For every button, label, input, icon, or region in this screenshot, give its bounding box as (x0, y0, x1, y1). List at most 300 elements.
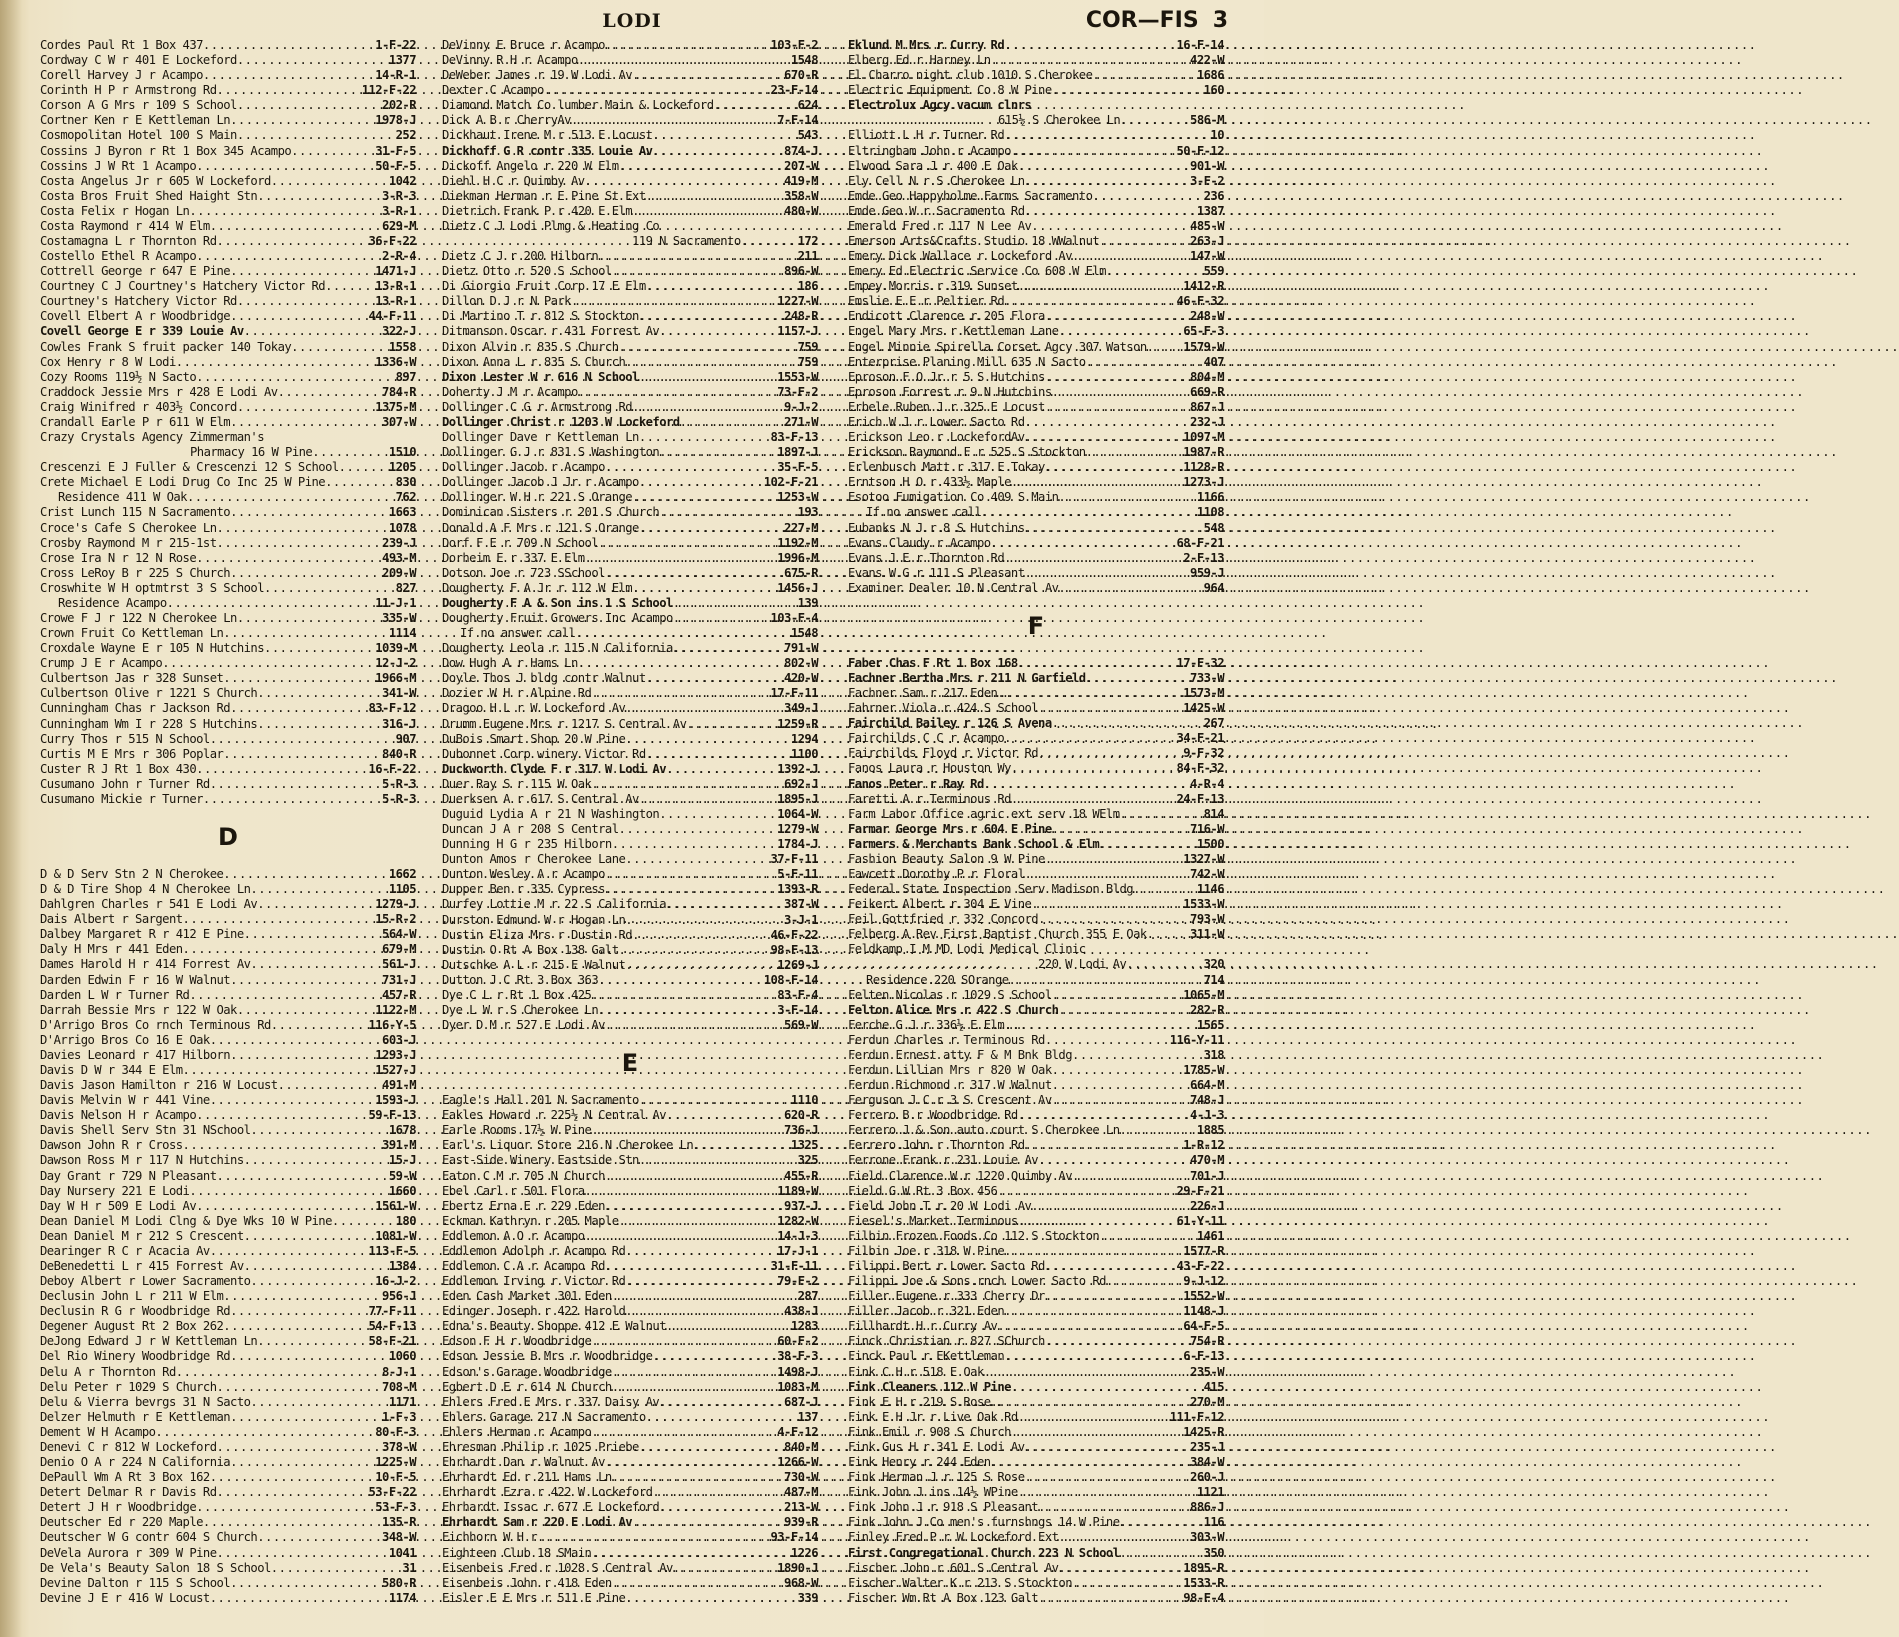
listing-entry (40, 1214, 416, 1229)
leader-dots (1024, 867, 1189, 882)
listing-name: 119 N Sacramento (632, 234, 741, 249)
phone-number: 1558 (388, 339, 416, 354)
leader-dots (189, 1184, 388, 1199)
listing-name: Electrolux Agcy vacum clnrs (848, 98, 1032, 113)
listing-entry (848, 1334, 1224, 1349)
section-letter-heading: E (621, 1049, 639, 1078)
phone-number: 714 (1203, 972, 1224, 987)
leader-dots (991, 536, 1176, 551)
phone-number: 3-F-2 (1190, 173, 1224, 188)
listing-name: Finck Paul r EKettleman (848, 1349, 1005, 1364)
leader-dots (244, 1229, 375, 1244)
leader-dots (230, 113, 374, 128)
listing-name: Dickhoff G R contr 335 Louie Av (442, 143, 653, 158)
listing-name: Dearinger R C r Acacia Av (40, 1243, 210, 1258)
leader-dots (1058, 490, 1195, 505)
phone-number: 46-F-22 (770, 927, 818, 942)
listing-name: Fillhardt H r Curry Av (848, 1319, 998, 1334)
listing-name: Denevi C r 812 W Lockeford (40, 1439, 217, 1454)
listing-name: Emslie E E r Peltier Rd (848, 294, 1005, 309)
phone-number: 1253-W (777, 490, 818, 505)
listing-entry (40, 234, 416, 249)
listing-name: Fiesel's Market Terminous (848, 1213, 1018, 1228)
leader-dots (1004, 731, 1175, 746)
listing-name: Eddlemon C A r Acampo Rd (442, 1259, 605, 1274)
listing-name: 615½ S Cherokee Ln (998, 113, 1121, 128)
listing-entry (848, 716, 1224, 731)
listing-name: Empey Morris r 319 Sunset (848, 279, 1018, 294)
leader-dots (639, 1093, 790, 1108)
leader-dots (1072, 249, 1189, 264)
leader-dots (632, 68, 783, 83)
phone-number: 1978-J (375, 113, 416, 128)
listing-name: First Congregational Church 223 N School (848, 1545, 1120, 1560)
listing-name: Fink Emil r 908 S Church (848, 1424, 1011, 1439)
leader-dots (605, 1018, 783, 1033)
listing-name: Dotson Joe r 723 SSchool (442, 565, 605, 580)
listing-entry (442, 777, 818, 792)
phone-number: 9-F-32 (1183, 746, 1224, 761)
phone-number: 742-W (1190, 866, 1224, 881)
listing-name: Dougherty Leola r 115 N California (442, 641, 673, 656)
leader-dots (1092, 68, 1195, 83)
leader-dots (210, 1591, 388, 1606)
listing-entry (40, 113, 416, 128)
leader-dots (1058, 1561, 1182, 1576)
listing-entry (40, 882, 416, 897)
listing-name: Fairchild Bailey r 126 S Avena (848, 716, 1052, 731)
listing-entry (848, 927, 1224, 942)
listing-entry (848, 988, 1224, 1003)
phone-number: 1227-W (777, 294, 818, 309)
phone-number: 31 (402, 1560, 416, 1575)
phone-number: 1042 (388, 173, 416, 188)
listing-entry (848, 1470, 1224, 1485)
listing-name: Fink Henry r 244 Eden (848, 1455, 991, 1470)
listing-name: Fink E H Jr r Live Oak Rd (848, 1409, 1018, 1424)
leader-dots (257, 1334, 367, 1349)
phone-number: 669-R (1190, 384, 1224, 399)
listing-name: Davis Jason Hamilton r 216 W Locust (40, 1078, 278, 1093)
phone-number: 1283 (790, 1319, 818, 1334)
listing-entry (442, 1546, 818, 1561)
leader-dots (1011, 1380, 1203, 1395)
listing-name: Farm Labor Office agric ext serv 18 WElm (848, 806, 1120, 821)
listing-name: Costa Felix r Hogan Ln (40, 203, 190, 218)
phone-number: 455-R (784, 1168, 818, 1183)
listing-name: Darrah Bessie Mrs r 122 W Oak (40, 1002, 237, 1017)
listing-name: Dietz C J Lodi Plmg & Heating Co (442, 218, 660, 233)
phone-number: 1498-J (777, 1364, 818, 1379)
listing-entry (40, 641, 416, 656)
listing-name: Delu Peter r 1029 S Church (40, 1379, 217, 1394)
listing-entry (442, 475, 818, 490)
phone-number: 1205 (388, 460, 416, 475)
phone-number: 964 (1203, 580, 1224, 595)
listing-name: Dawson John R r Cross (40, 1138, 183, 1153)
listing-name: Fink Gus H r 341 E Lodi Av (848, 1439, 1025, 1454)
leader-dots (1052, 822, 1189, 837)
listing-name: Duer Ray S r 115 W Oak (442, 776, 592, 791)
leader-dots (605, 1455, 776, 1470)
leader-dots (575, 626, 789, 641)
listing-entry (442, 852, 818, 867)
listing-entry (848, 68, 1224, 83)
leader-dots (591, 1425, 776, 1440)
listing-entry (40, 1018, 416, 1033)
listing-name: Emerson Arts&Crafts Studio 18 WWalnut (848, 234, 1100, 249)
listing-entry (40, 98, 416, 113)
phone-number: 687-J (784, 1394, 818, 1409)
listing-name: Egbert D E r 614 N Church (442, 1379, 612, 1394)
leader-dots (216, 1169, 387, 1184)
phone-number: 840-M (784, 1439, 818, 1454)
leader-dots (216, 1380, 381, 1395)
listing-name: Endicott Clarence r 205 Flora (848, 309, 1045, 324)
leader-dots (244, 1153, 388, 1168)
listing-entry (40, 1093, 416, 1108)
listing-entry (848, 807, 1224, 822)
leader-dots (1038, 746, 1182, 761)
phone-number: 804-M (1190, 369, 1224, 384)
phone-number: 791-W (784, 641, 818, 656)
phone-number: 438-J (784, 1304, 818, 1319)
leader-dots (230, 1048, 374, 1063)
city-heading: LODI (602, 10, 662, 32)
listing-entry (442, 1229, 818, 1244)
listing-entry (40, 581, 416, 596)
phone-number: 73-F-2 (777, 384, 818, 399)
leader-dots (646, 1410, 797, 1425)
phone-number: 282-R (1190, 1002, 1224, 1017)
listing-entry (848, 1033, 1224, 1048)
phone-number: 1392-J (777, 761, 818, 776)
listing-entry (442, 807, 818, 822)
listing-entry (40, 1515, 416, 1530)
leader-dots (605, 1169, 783, 1184)
listing-name: Eckman Kathryn r 205 Maple (442, 1213, 619, 1228)
leader-dots (1052, 1093, 1189, 1108)
listing-name: Devine J E r 416 W Locust (40, 1590, 210, 1605)
leader-dots (578, 53, 790, 68)
phone-number: 1660 (388, 1183, 416, 1198)
listing-name: Dickoff Angelo r 220 W Elm (442, 158, 619, 173)
listing-name: Dustin Eliza Mrs r Dustin Rd (442, 927, 633, 942)
phone-number: 318 (1203, 1047, 1224, 1062)
listing-entry (442, 1530, 818, 1545)
leader-dots (652, 128, 796, 143)
listing-name: Cox Henry r 8 W Lodi (40, 354, 176, 369)
leader-dots (250, 1274, 374, 1289)
listing-entry (848, 1319, 1224, 1334)
leader-dots (196, 1199, 374, 1214)
phone-number: 5-R-3 (382, 776, 416, 791)
listing-entry (40, 264, 416, 279)
listing-entry (40, 204, 416, 219)
listing-entry (442, 988, 818, 1003)
listing-name: Eagle's Hall 201 N Sacramento (442, 1093, 639, 1108)
phone-number: 716-W (1190, 821, 1224, 836)
listing-name: Earle Rooms 17½ W Pine (442, 1123, 592, 1138)
listing-entry (40, 1576, 416, 1591)
alphabetic-range (1086, 8, 1228, 33)
listing-name: Covell George E r 339 Louie Av (40, 324, 244, 339)
listing-name: Enterprise Planing Mill 635 N Sacto (848, 354, 1086, 369)
leader-dots (1052, 988, 1183, 1003)
phone-number: 1083-M (777, 1379, 818, 1394)
listing-name: Dragoo H L r W Lockeford Av (442, 701, 626, 716)
listing-name: DeVinny R H r Acampo (442, 53, 578, 68)
leader-dots (639, 370, 776, 385)
listing-name: Evans J E r Thornton Rd (848, 550, 1005, 565)
listing-entry (40, 566, 416, 581)
phone-number: 1593-J (375, 1093, 416, 1108)
phone-number: 11-J-1 (375, 595, 416, 610)
phone-number: 14-R-1 (375, 68, 416, 83)
leader-dots (625, 732, 790, 747)
listing-entry (848, 113, 1224, 128)
phone-number: 349-J (784, 701, 818, 716)
leader-dots (1024, 1440, 1189, 1455)
listing-name: Emery Dick Wallace r Lockeford Av (848, 249, 1072, 264)
listing-name: Crowe F J r 122 N Cherokee Ln (40, 610, 237, 625)
listing-name: Eisenbeis John r 418 Eden (442, 1575, 612, 1590)
leader-dots (646, 671, 783, 686)
listing-entry (848, 1576, 1224, 1591)
leader-dots (741, 234, 797, 249)
listing-entry (848, 1425, 1224, 1440)
listing-entry (40, 611, 416, 626)
listing-name: Eden Cash Market 301 Eden (442, 1289, 612, 1304)
leader-dots (1011, 1425, 1182, 1440)
listing-entry (848, 1078, 1224, 1093)
listing-entry (848, 686, 1224, 701)
phone-number: 1678 (388, 1123, 416, 1138)
leader-dots (666, 1319, 790, 1334)
leader-dots (1045, 309, 1189, 324)
phone-number: 1527-J (375, 1063, 416, 1077)
listing-entry (442, 686, 818, 701)
listing-name: Crosby Raymond M r 215-1st (40, 535, 217, 550)
phone-number: 1412-R (1183, 279, 1224, 294)
listing-entry (442, 505, 818, 520)
listing-entry (442, 1500, 818, 1515)
listing-entry (442, 219, 818, 234)
leader-dots (659, 505, 796, 520)
phone-number: 4-J-3 (1190, 1108, 1224, 1123)
phone-number: 248-W (1190, 309, 1224, 324)
leader-dots (612, 1380, 777, 1395)
listing-name: Dollinger G J r 831 S Washington (442, 445, 660, 460)
phone-number: 1060 (388, 1349, 416, 1364)
listing-entry (442, 943, 818, 958)
leader-dots (680, 415, 783, 430)
listing-name: Fink Herman J r 125 S Rose (848, 1470, 1025, 1485)
phone-number: 1425-R (1183, 1424, 1224, 1439)
listing-name: Fachner Bertha Mrs r 211 N Garfield (848, 670, 1086, 685)
phone-number: 108-F-14 (763, 972, 818, 987)
listing-entry (442, 626, 818, 641)
listing-entry (442, 897, 818, 912)
leader-dots (1024, 566, 1189, 581)
listing-name: Dutton J C Rt 3 Box 363 (442, 972, 599, 987)
leader-dots (1045, 1289, 1182, 1304)
listing-entry (40, 159, 416, 174)
listing-name: Ferdun Lillian Mrs r 820 W Oak (848, 1063, 1052, 1077)
phone-number: 736-J (784, 1123, 818, 1138)
phone-number: 335-W (382, 610, 416, 625)
leader-dots (981, 505, 1195, 520)
phone-number: 485-W (1190, 218, 1224, 233)
phone-number: 61-Y-11 (1176, 1213, 1224, 1228)
phone-number: 491-M (382, 1078, 416, 1093)
phone-number: 959-J (1190, 565, 1224, 580)
listing-entry (848, 1440, 1224, 1455)
listing-entry (442, 1153, 818, 1168)
listing-entry (848, 1108, 1224, 1123)
listing-name: Dames Harold H r 414 Forrest Av (40, 957, 251, 972)
listing-entry (442, 551, 818, 566)
listing-entry (40, 1259, 416, 1274)
leader-dots (223, 1289, 381, 1304)
listing-name: Durfey Lottie M r 22 S California (442, 897, 666, 912)
listing-entry (848, 1274, 1224, 1289)
phone-number: 112-F-22 (361, 83, 416, 98)
listing-name: Deutscher Ed r 220 Maple (40, 1515, 203, 1530)
listing-name: Dollinger Jacob J Jr r Acampo (442, 475, 639, 490)
listing-entry (442, 958, 818, 973)
phone-number: 17-J-1 (777, 1243, 818, 1258)
listing-entry (40, 1003, 416, 1018)
listing-entry (442, 68, 818, 83)
listing-entry (40, 686, 416, 701)
listing-name: Costa Angelus Jr r 605 W Lockeford (40, 173, 271, 188)
leader-dots (997, 1319, 1182, 1334)
listing-entry (40, 1319, 416, 1334)
leader-dots (605, 38, 770, 53)
leader-dots (618, 340, 796, 355)
listing-entry (442, 430, 818, 445)
listing-entry (848, 355, 1224, 370)
listing-name: Fairchilds C C r Acampo (848, 731, 1005, 746)
phone-number: 270-M (1190, 1394, 1224, 1409)
phone-number: 16-F-14 (1176, 38, 1224, 52)
leader-dots (223, 747, 381, 762)
phone-number: 1279-W (777, 822, 818, 837)
listing-entry (40, 189, 416, 204)
listing-name: Finley Fred P r W Lockeford Ext (848, 1530, 1059, 1545)
leader-dots (1004, 294, 1175, 309)
listing-name: Dorheim E r 337 E Elm (442, 550, 585, 565)
listing-entry (442, 174, 818, 189)
listing-name: Dunton Amos r Cherokee Lane (442, 852, 626, 867)
listing-name: Costello Ethel R Acampo (40, 249, 197, 264)
listing-entry (848, 1515, 1224, 1530)
listing-entry (40, 83, 416, 98)
listing-name: Faretti A r Terminous Rd (848, 791, 1011, 806)
leader-dots (1038, 1591, 1182, 1606)
phone-number: 226-J (1190, 1198, 1224, 1213)
phone-number: 603-J (382, 1032, 416, 1047)
leader-dots (639, 475, 763, 490)
listing-entry (442, 1365, 818, 1380)
leader-dots (1133, 882, 1196, 897)
leader-dots (544, 83, 770, 98)
listing-name: Fashion Beauty Salon 9 W Pine (848, 851, 1045, 866)
phone-number: 1108 (1196, 505, 1224, 520)
leader-dots (618, 822, 776, 837)
phone-number: 320 (1203, 957, 1224, 972)
listing-name: Cottrell George r 647 E Pine (40, 264, 231, 279)
listing-name: Corell Harvey J r Acampo (40, 68, 203, 83)
leader-dots (612, 1576, 783, 1591)
phone-number: 457-R (382, 987, 416, 1002)
listing-name: Feikert Albert r 304 E Vine (848, 897, 1032, 912)
listing-entry (848, 536, 1224, 551)
listing-name: Doyle Thos J bldg contr Walnut (442, 671, 646, 686)
listing-entry (40, 475, 416, 490)
listing-entry (848, 204, 1224, 219)
leader-dots (257, 717, 381, 732)
phone-number: 384-W (1190, 1455, 1224, 1470)
phone-number: 1282-W (777, 1213, 818, 1228)
listing-entry (848, 822, 1224, 837)
listing-name: Ferdun Charles r Terminous Rd (848, 1032, 1045, 1047)
leader-dots (203, 68, 374, 83)
listing-entry (848, 837, 1224, 852)
listing-entry (848, 38, 1224, 53)
listing-entry (848, 777, 1224, 792)
leader-dots (652, 1349, 776, 1364)
leader-dots (230, 415, 381, 430)
leader-dots (1045, 460, 1182, 475)
listing-name: Engel Minnie Spirella Corset Agcy 307 Watson (848, 339, 1147, 354)
listing-entry (442, 370, 818, 385)
listing-entry (40, 1138, 416, 1153)
listing-entry (442, 340, 818, 355)
listing-entry (40, 1244, 416, 1259)
listing-entry (40, 1274, 416, 1289)
leader-dots (291, 340, 388, 355)
phone-number: 1548 (790, 53, 818, 68)
listing-name: Ferdun Ernest atty F & M Bnk Bldg (848, 1047, 1072, 1062)
leader-dots (230, 1349, 388, 1364)
leader-dots (714, 98, 797, 113)
leader-dots (237, 400, 374, 415)
range-label: COR—FIS (1085, 8, 1199, 33)
listing-entry (40, 309, 416, 324)
phone-number: 1100 (790, 746, 818, 761)
listing-name: D & D Serv Stn 2 N Cherokee (40, 866, 224, 881)
phone-number: 679-M (382, 942, 416, 957)
listing-name: Examiner Dealer 10 N Central Av (848, 580, 1059, 595)
leader-dots (1045, 1334, 1189, 1349)
listing-entry (848, 656, 1224, 671)
listing-entry (442, 144, 818, 159)
phone-number: 580-R (382, 1575, 416, 1590)
listing-name: DeJong Edward J r W Kettleman Ln (40, 1334, 258, 1349)
leader-dots (203, 792, 381, 807)
leader-dots (1004, 38, 1175, 53)
phone-number: 1279-J (375, 897, 416, 912)
leader-dots (1106, 264, 1203, 279)
leader-dots (183, 942, 382, 957)
phone-number: 419-M (784, 173, 818, 188)
listing-name: Fink John J Co men's furnshngs 14 W Pine (848, 1515, 1120, 1530)
listing-entry (40, 596, 416, 611)
leader-dots (652, 1485, 783, 1500)
phone-number: 1325 (790, 1138, 818, 1153)
